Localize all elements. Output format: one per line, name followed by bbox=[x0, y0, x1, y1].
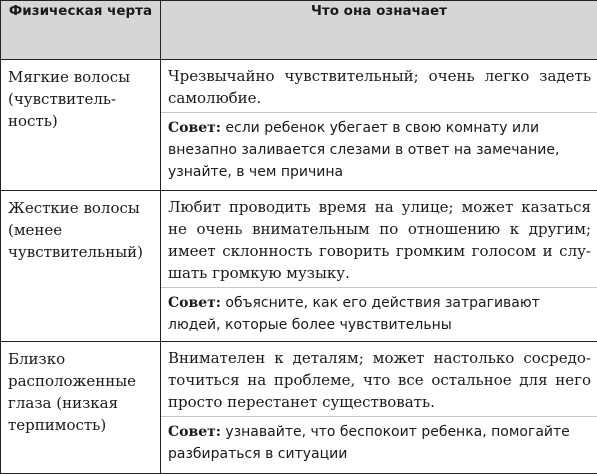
advice-body: если ребенок убегает в свою комнату или внезапно заливается слезами в ответ на замечание, узнайте, в чем причина bbox=[168, 120, 559, 180]
table-row bbox=[1, 191, 597, 342]
trait-cell: Жесткие волосы (менее чувствительный) bbox=[1, 191, 161, 342]
meaning-description: Чрезвычайно чувствительный; очень легко задеть самолюбие. bbox=[161, 65, 597, 113]
header-meaning-label: Что она означает bbox=[311, 3, 447, 19]
advice-body: объясните, как его действия затрагивают людей, которые более чувствительны bbox=[168, 295, 540, 333]
advice-label: Совет: bbox=[168, 295, 221, 311]
meaning-description: Любит проводить время на улице; может казаться не очень внимательным по отношению к другим; имеет склонность говорить громким голосом и слу-шать громкую музыку. bbox=[161, 196, 597, 288]
header-trait-label: Физическая черта bbox=[9, 1, 152, 21]
trait-cell: Мягкие волосы (чувствитель- ность) bbox=[1, 60, 161, 191]
meaning-description: Внимателен к деталям; может настолько сосредо-точиться на проблеме, что все остальное для него просто перестанет существовать. bbox=[161, 347, 597, 417]
table-header bbox=[1, 1, 597, 60]
advice-body: узнавайте, что беспокоит ребенка, помогайте разбираться в ситуации bbox=[168, 424, 570, 462]
meaning-cell bbox=[161, 342, 597, 474]
table-row bbox=[1, 60, 597, 191]
advice-label: Совет: bbox=[168, 424, 221, 440]
advice-text bbox=[168, 417, 591, 470]
header-trait bbox=[1, 1, 161, 60]
meaning-cell bbox=[161, 60, 597, 191]
advice-label: Совет: bbox=[168, 120, 221, 136]
table-row bbox=[1, 342, 597, 474]
advice-text bbox=[168, 288, 591, 341]
trait-cell: Близко расположенные глаза (низкая терпимость) bbox=[1, 342, 161, 474]
advice-text bbox=[168, 113, 591, 188]
header-meaning bbox=[161, 1, 597, 60]
meaning-cell bbox=[161, 191, 597, 342]
